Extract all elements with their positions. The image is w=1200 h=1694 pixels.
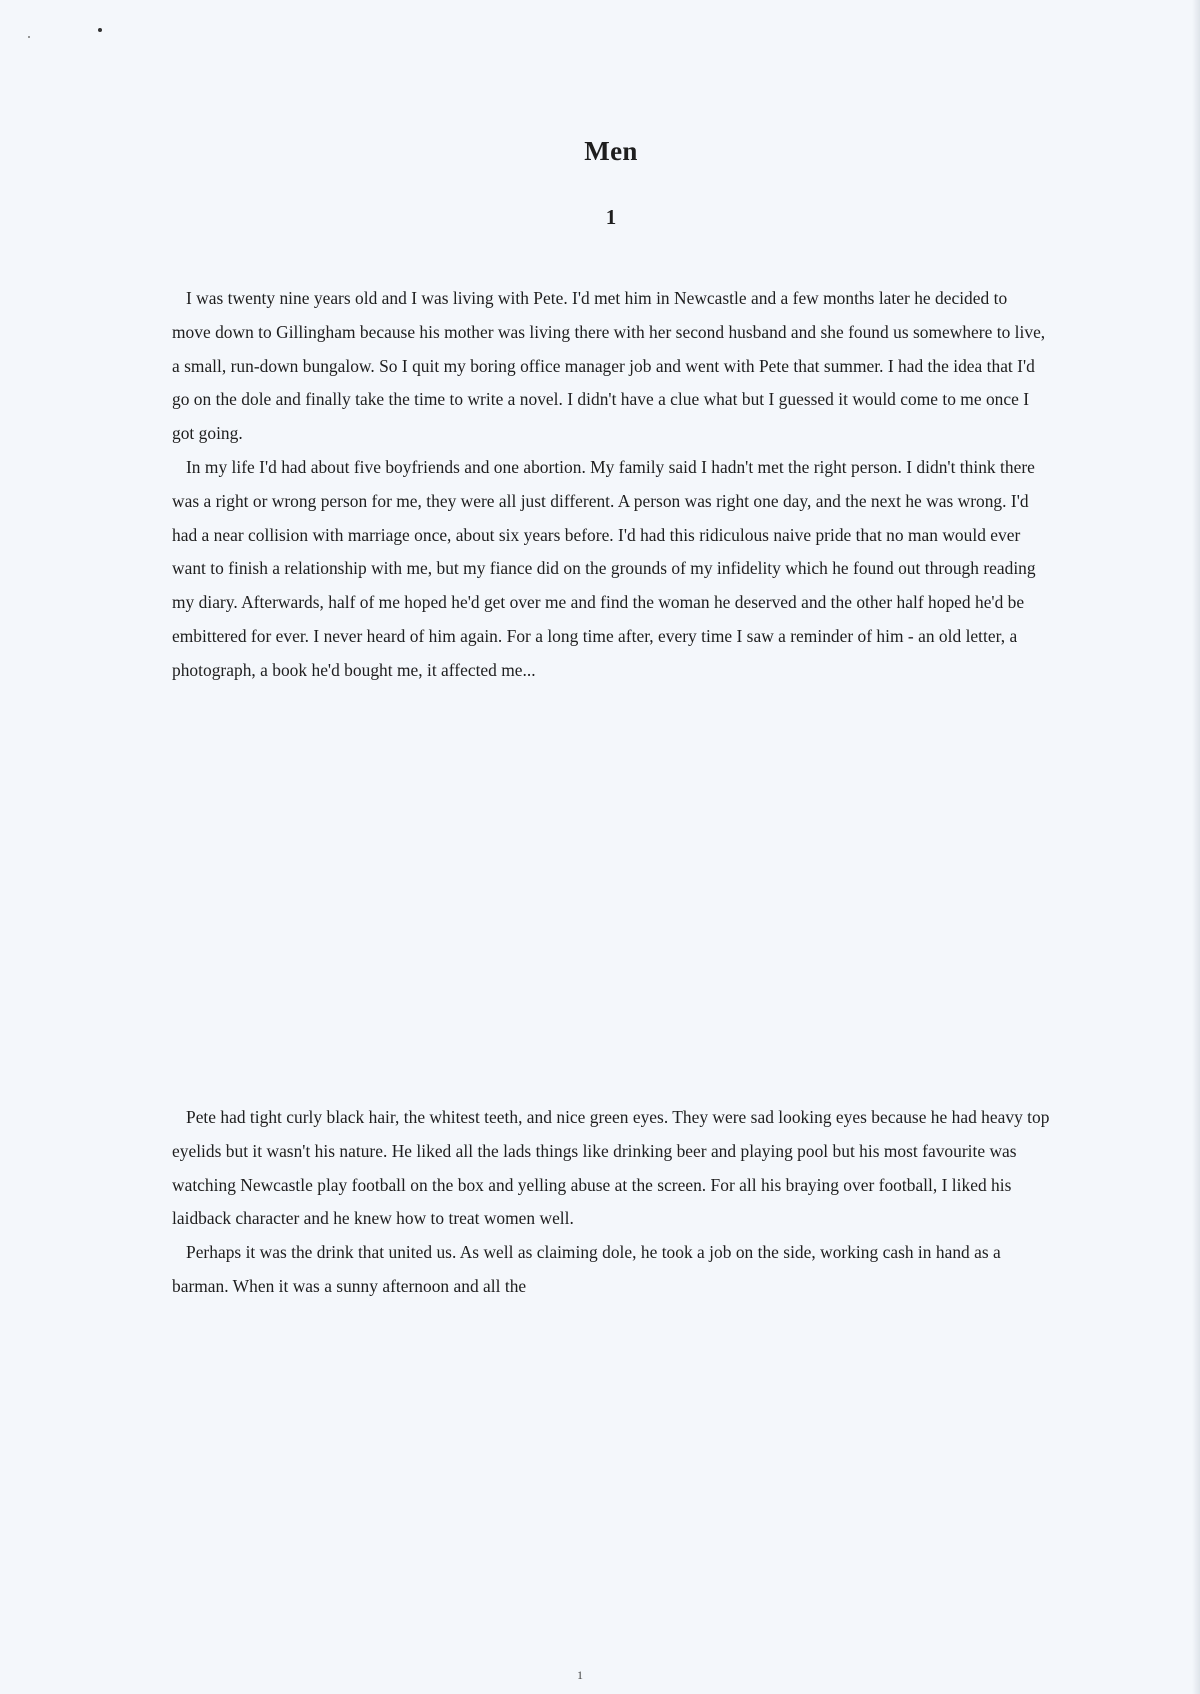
body-section-1: [172, 282, 1050, 688]
chapter-number: 1: [605, 205, 617, 229]
scan-speck: [28, 36, 30, 38]
body-section-2: [172, 1101, 1050, 1304]
paragraph: Perhaps it was the drink that united us. As well as claiming dole, he took a job on the side, working cash in hand as a barman. When it was a sunny afternoon and all the: [172, 1242, 1001, 1296]
paragraph: Pete had tight curly black hair, the whitest teeth, and nice green eyes. They were sad looking eyes because he had heavy top eyelids but it wasn't his nature. He liked all the lads things like drinking beer and playing pool but his most favourite was watching Newcastle play football on the box and yelling abuse at the screen. For all his braying over football, I liked his laidback character and he knew how to treat women well.: [172, 1107, 1050, 1229]
document-title: Men: [584, 136, 638, 166]
page-edge-shadow: [1192, 0, 1200, 1694]
scan-speck: [98, 28, 102, 32]
paragraph: In my life I'd had about five boyfriends and one abortion. My family said I hadn't met the right person. I didn't think there was a right or wrong person for me, they were all just different. A person was right one day, and the next he was wrong. I'd had a near collision with marriage once, about six years before. I'd had this ridiculous naive pride that no man would ever want to finish a relationship with me, but my fiance did on the grounds of my infidelity which he found out through reading my diary. Afterwards, half of me hoped he'd get over me and find the woman he deserved and the other half hoped he'd be embittered for ever. I never heard of him again. For a long time after, every time I saw a reminder of him - an old letter, a photograph, a book he'd bought me, it affected me...: [172, 456, 1036, 680]
paragraph: I was twenty nine years old and I was living with Pete. I'd met him in Newcastle and a few months later he decided to move down to Gillingham because his mother was living there with her second husband and she found us somewhere to live, a small, run-down bungalow. So I quit my boring office manager job and went with Pete that summer. I had the idea that I'd go on the dole and finally take the time to write a novel. I didn't have a clue what but I guessed it would come to me once I got going.: [172, 288, 1046, 444]
page-number: 1: [577, 1668, 583, 1682]
